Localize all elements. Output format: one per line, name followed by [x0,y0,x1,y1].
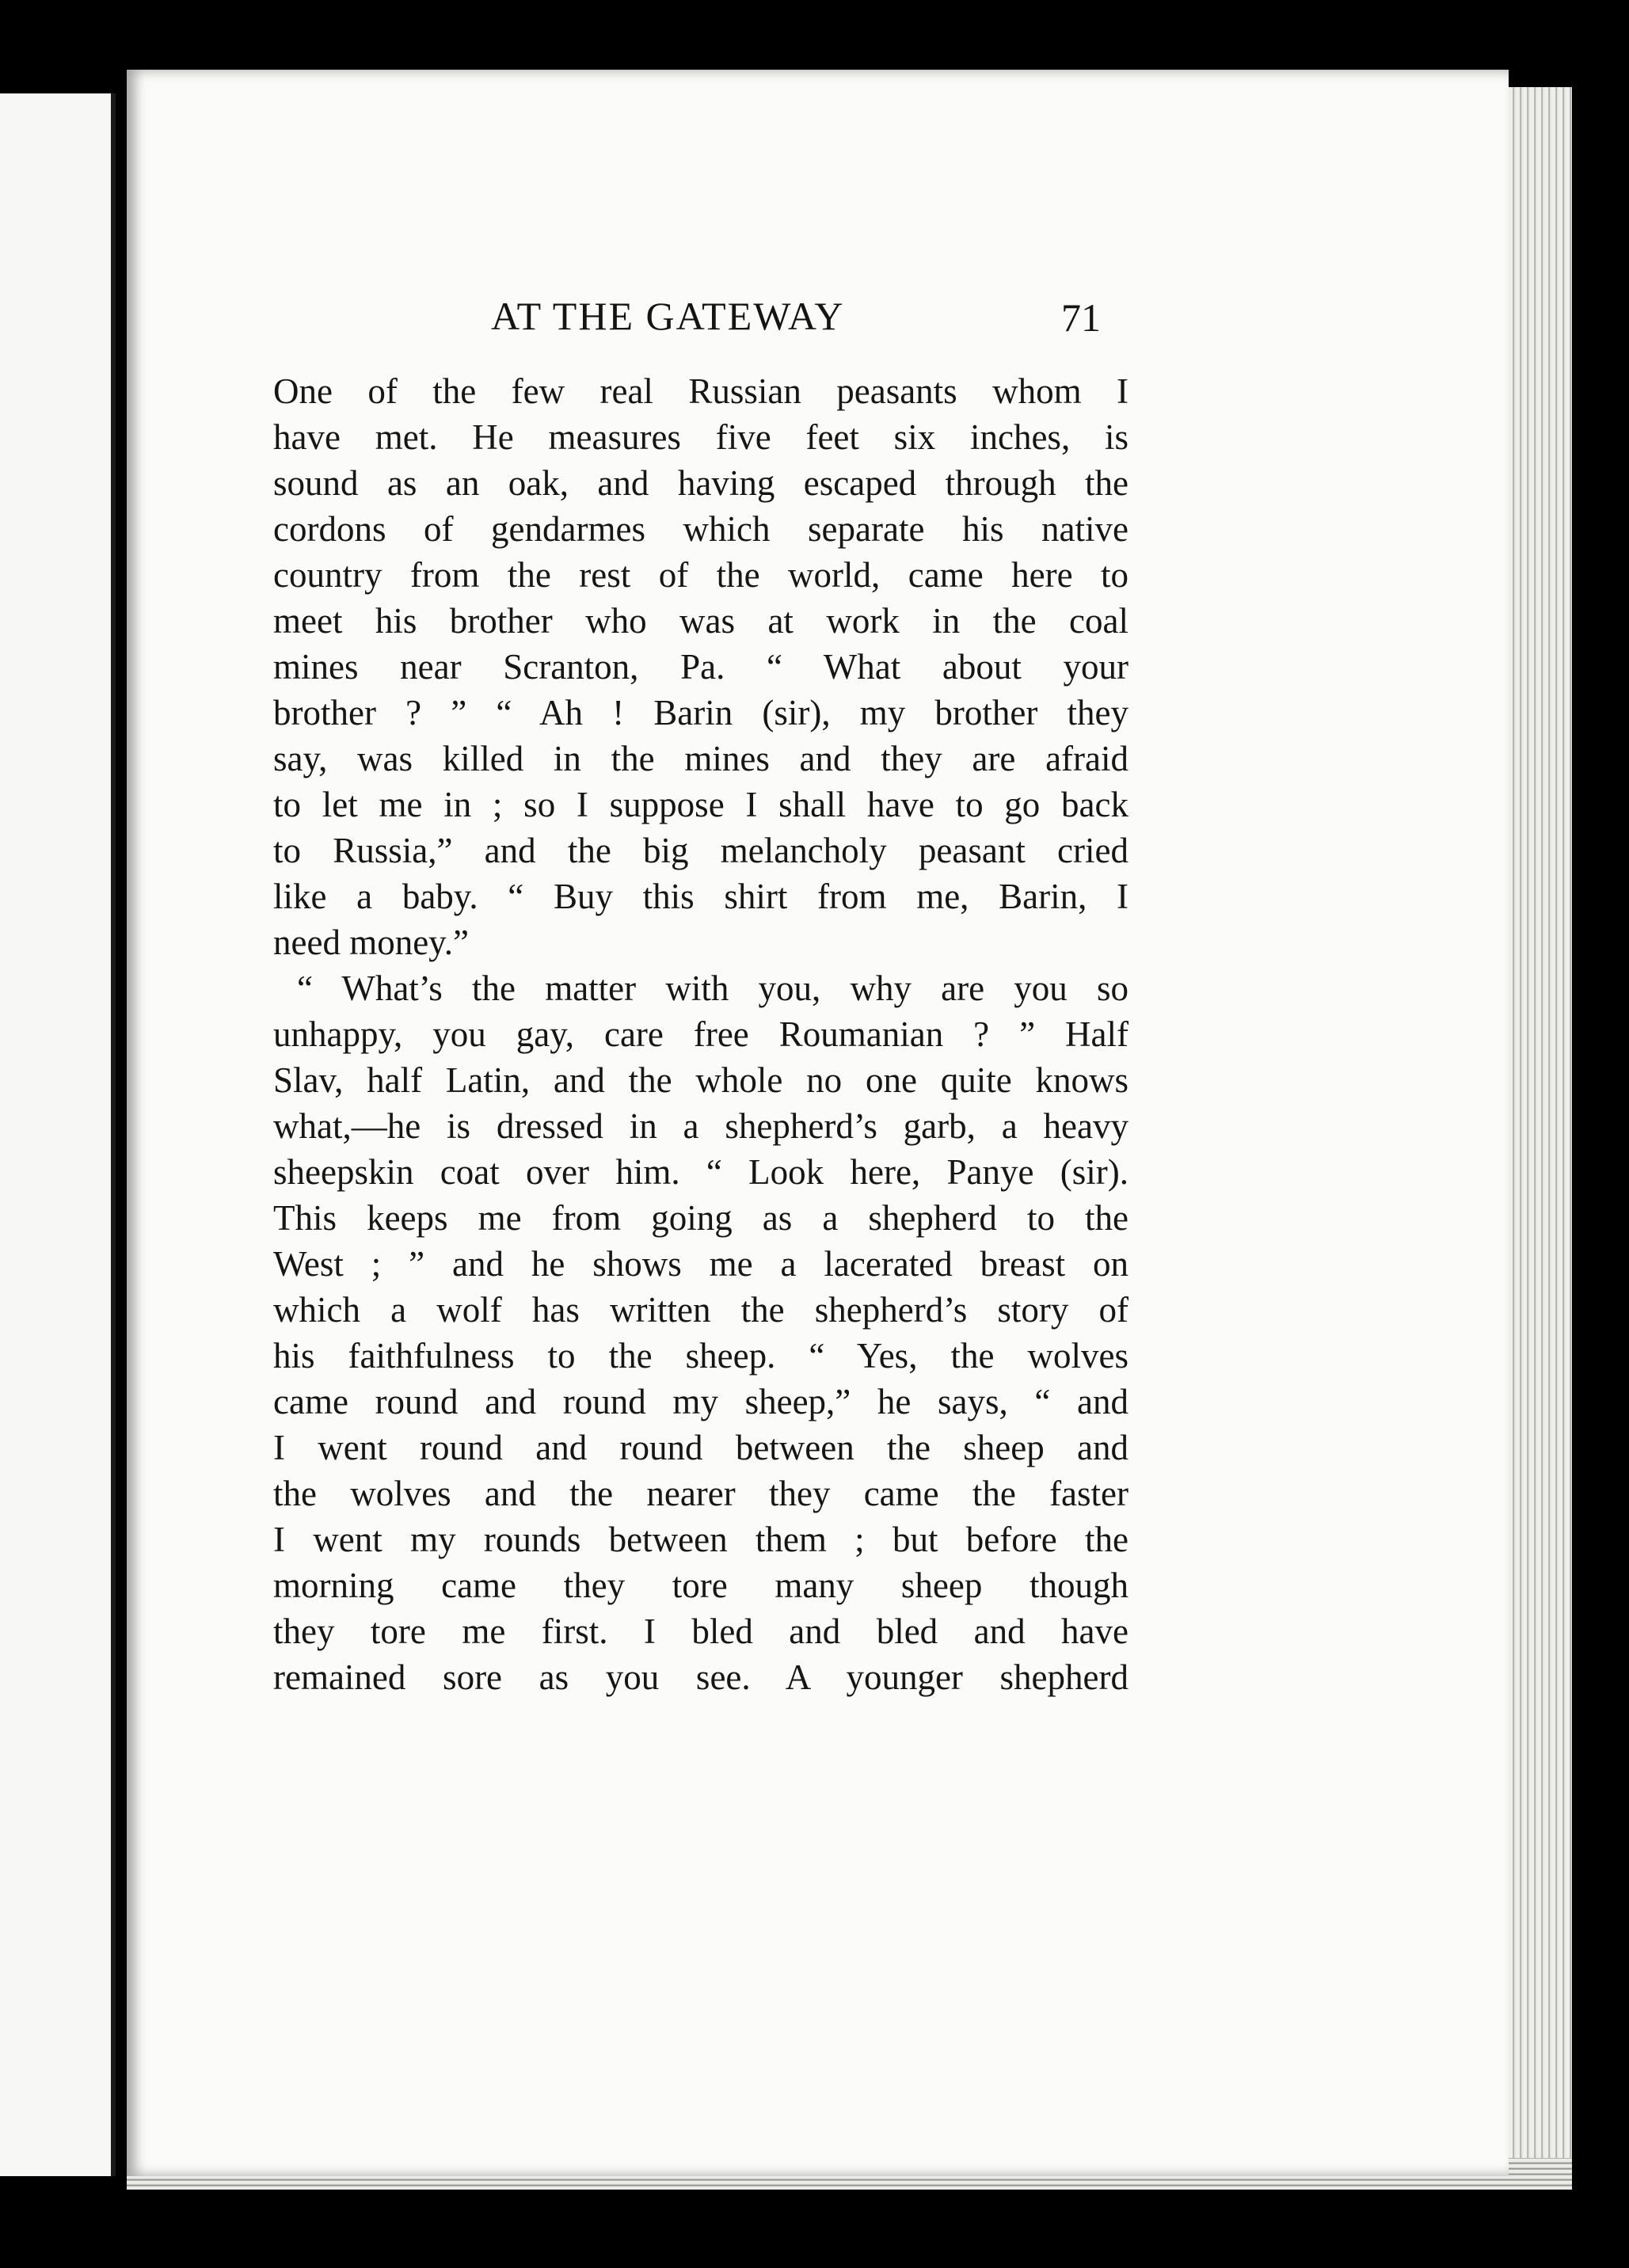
paragraph-2 [273,965,1129,1700]
text-line: to let me in ; so I suppose I shall have to go back [273,785,1129,824]
text-line: need money.” [273,923,469,962]
text-line: have met. He measures five feet six inches, is [273,417,1129,457]
text-line: brother ? ” “ Ah ! Barin (sir), my brother they [273,693,1129,733]
text-line: like a baby. “ Buy this shirt from me, Barin, I [273,877,1129,916]
text-line: which a wolf has written the shepherd’s story of [273,1290,1129,1330]
text-line: came round and round my sheep,” he says, “ and [273,1382,1129,1421]
text-line: I went my rounds between them ; but before the [273,1520,1129,1559]
text-line: sheepskin coat over him. “ Look here, Panye (sir). [273,1152,1129,1192]
text-line: Slav, half Latin, and the whole no one quite knows [273,1060,1129,1100]
text-line: what,—he is dressed in a shepherd’s garb, a heavy [273,1106,1129,1146]
previous-page-edge [0,93,116,2176]
text-line: “ What’s the matter with you, why are you so [297,968,1129,1008]
text-line: mines near Scranton, Pa. “ What about your [273,647,1129,687]
text-line: sound as an oak, and having escaped through the [273,463,1129,503]
text-line: One of the few real Russian peasants whom I [273,371,1129,411]
text-line: they tore me first. I bled and bled and have [273,1612,1129,1651]
paragraph-1 [273,368,1129,965]
page-number: 71 [1061,295,1101,340]
text-line: This keeps me from going as a shepherd to the [273,1198,1129,1238]
text-line: remained sore as you see. A younger shepherd [273,1657,1129,1697]
text-line: cordons of gendarmes which separate his native [273,509,1129,549]
running-head: AT THE GATEWAY [491,294,845,338]
text-line: country from the rest of the world, came here to [273,555,1129,595]
text-line: the wolves and the nearer they came the faster [273,1474,1129,1513]
text-line: meet his brother who was at work in the coal [273,601,1129,641]
page-block-edges [1509,87,1572,2162]
text-line: morning came they tore many sheep though [273,1566,1129,1605]
text-line: to Russia,” and the big melancholy peasant cried [273,831,1129,870]
text-line: West ; ” and he shows me a lacerated breast on [273,1244,1129,1284]
text-line: his faithfulness to the sheep. “ Yes, the wolves [273,1336,1129,1376]
text-line: unhappy, you gay, care free Roumanian ? ” Half [273,1014,1129,1054]
body-text [273,368,1129,1700]
text-line: I went round and round between the sheep and [273,1428,1129,1467]
text-line: say, was killed in the mines and they are afraid [273,739,1129,778]
